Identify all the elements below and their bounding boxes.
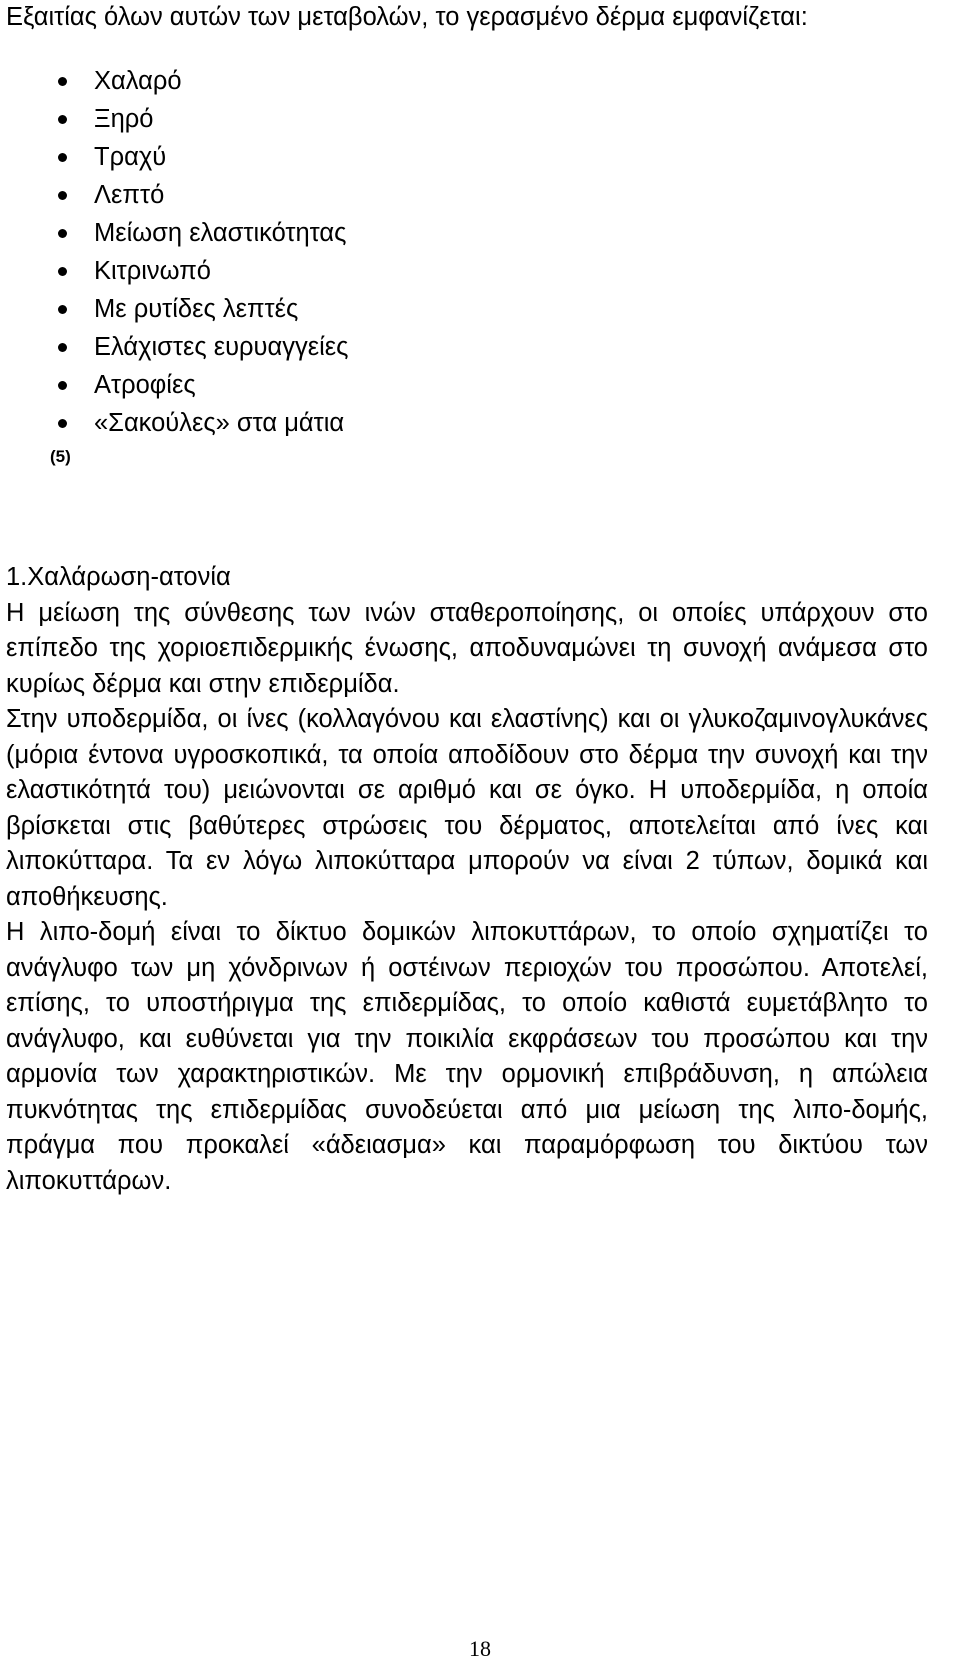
list-item-label: Λεπτό xyxy=(94,180,165,209)
bullet-icon xyxy=(58,77,67,86)
list-item xyxy=(6,62,928,100)
bullet-icon xyxy=(58,381,67,390)
bullet-icon xyxy=(58,419,67,428)
section-paragraph: Η λιπο-δομή είναι το δίκτυο δομικών λιποκυττάρων, το οποίο σχηματίζει το ανάγλυφο των μη χόνδρινων ή οστέινων περιοχών του προσώπου. Αποτελεί, επίσης, το υποστήριγμα της επιδερμίδας, το οποίο καθιστά ευμετάβλητο το ανάγλυφο, και ευθύνεται για την ποικιλία εκφράσεων του προσώπου και την αρμονία των χαρακτηριστικών. Με την ορμονική επιβράδυνση, η απώλεια πυκνότητας της επιδερμίδας συνοδεύεται από μια μείωση της λιπο-δομής, πράγμα που προκαλεί «άδειασμα» και παραμόρφωση του δικτύου των λιποκυττάρων. xyxy=(6,918,928,1195)
bullet-icon xyxy=(58,191,67,200)
bullet-icon xyxy=(58,229,67,238)
section-paragraph: Η μείωση της σύνθεσης των ινών σταθεροποίησης, οι οποίες υπάρχουν στο επίπεδο της χοριοεπιδερμικής ένωσης, αποδυναμώνει τη συνοχή ανάμεσα στο κυρίως δέρμα και στην επιδερμίδα. xyxy=(6,598,928,698)
list-item xyxy=(6,252,928,290)
page-number: 18 xyxy=(469,1636,491,1661)
section-paragraph: Στην υποδερμίδα, οι ίνες (κολλαγόνου και ελαστίνης) και οι γλυκοζαμινογλυκάνες (μόρια έντονα υγροσκοπικά, τα οποία αποδίδουν στο δέρμα την συνοχή και την ελαστικότητά του) μειώνονται σε αριθμό και σε όγκο. Η υποδερμίδα, η οποία βρίσκεται στις βαθύτερες στρώσεις του δέρματος, αποτελείται από ίνες και λιποκύτταρα. Τα εν λόγω λιποκύτταρα μπορούν να είναι 2 τύπων, δομικά και αποθήκευσης. xyxy=(6,705,928,911)
list-item xyxy=(6,290,928,328)
list-item-label: Τραχύ xyxy=(94,142,167,171)
skin-characteristics-list xyxy=(6,62,928,442)
list-item-label: Κιτρινωπό xyxy=(94,256,211,285)
list-item xyxy=(6,176,928,214)
bullet-icon xyxy=(58,305,67,314)
bullet-icon xyxy=(58,153,67,162)
list-item-label: Με ρυτίδες λεπτές xyxy=(94,294,299,323)
list-item xyxy=(6,214,928,252)
list-item-label: Χαλαρό xyxy=(94,66,182,95)
bullet-icon xyxy=(58,115,67,124)
list-item-label: Ατροφίες xyxy=(94,370,196,399)
list-item-label: Ξηρό xyxy=(94,104,154,133)
list-item xyxy=(6,138,928,176)
list-item-label: Ελάχιστες ευρυαγγείες xyxy=(94,332,349,361)
intro-paragraph: Εξαιτίας όλων αυτών των μεταβολών, το γερασμένο δέρμα εμφανίζεται: xyxy=(6,3,808,31)
bullet-icon xyxy=(58,267,67,276)
page-content xyxy=(6,0,928,1199)
list-item xyxy=(6,100,928,138)
list-item xyxy=(6,404,928,442)
list-item xyxy=(6,328,928,366)
reference-marker: (5) xyxy=(50,446,71,466)
section-heading: 1.Χαλάρωση-ατονία xyxy=(6,562,231,591)
list-item xyxy=(6,366,928,404)
bullet-icon xyxy=(58,343,67,352)
list-item-label: Μείωση ελαστικότητας xyxy=(94,218,347,247)
list-item-label: «Σακούλες» στα μάτια xyxy=(94,408,345,437)
